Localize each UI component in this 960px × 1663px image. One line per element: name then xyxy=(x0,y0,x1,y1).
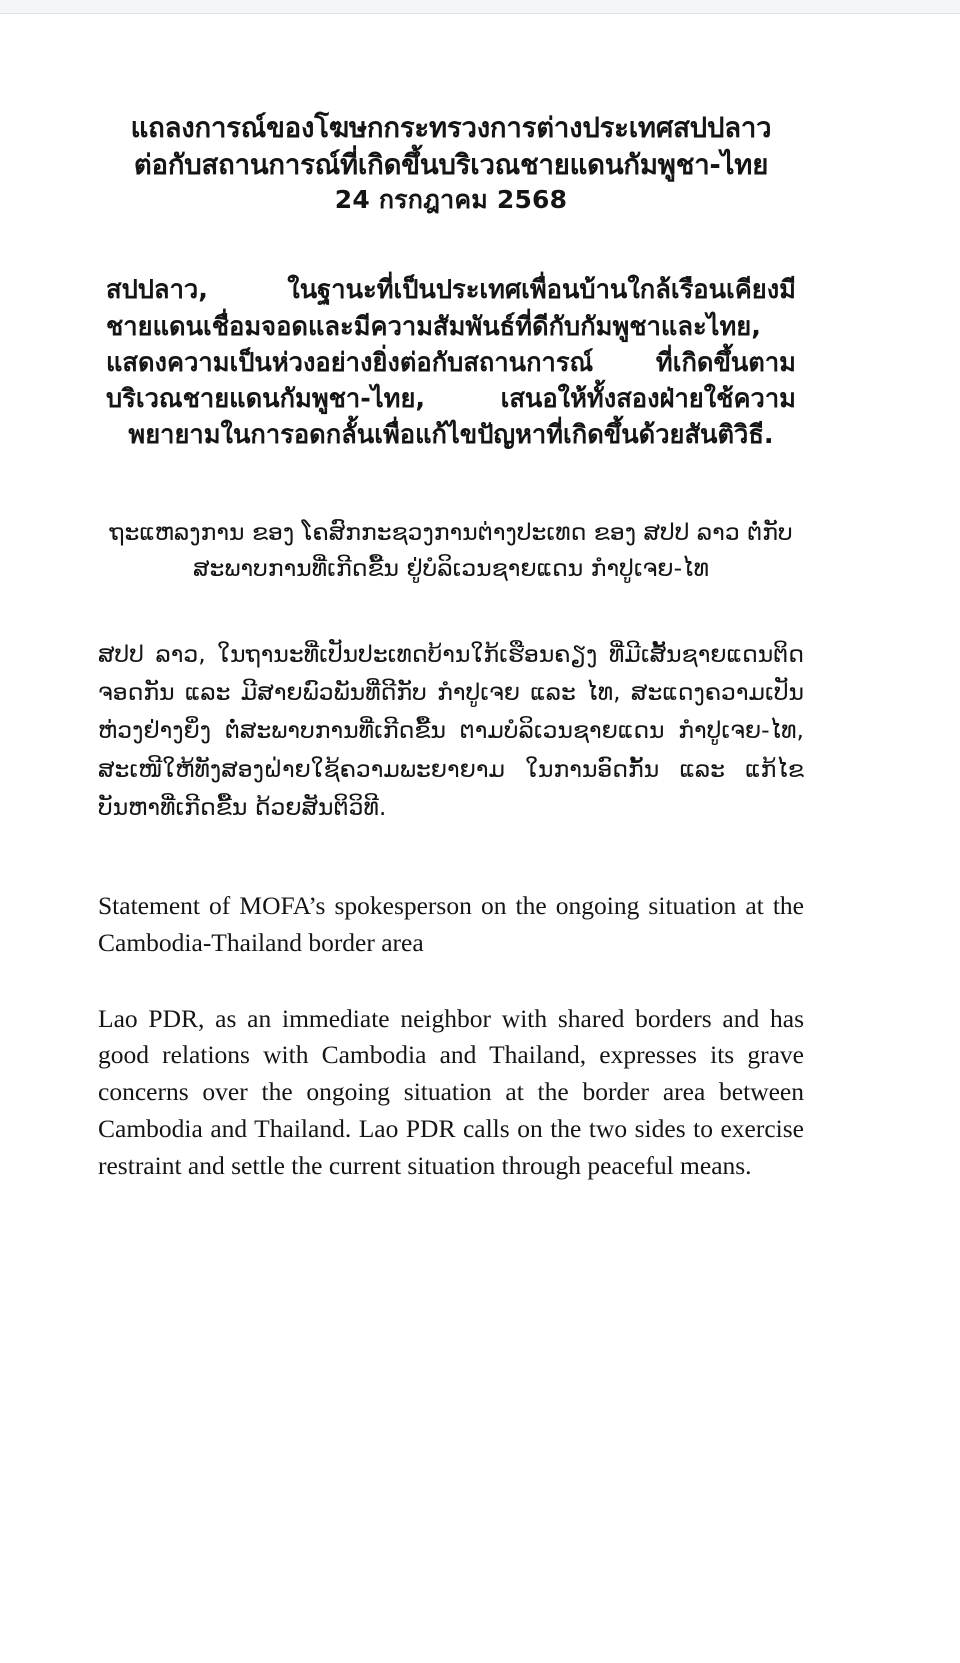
lao-body-paragraph: ສປປ ລາວ, ໃນຖານະທີ່ເປັນປະເທດບ້ານໃກ້ເຮືອນຄຽງ ທີ່ມີເສັ້ນຊາຍແດນຕິດຈອດກັນ ແລະ ມີສາຍພົວພັນທີ່ດີກັບ ກຳປູເຈຍ ແລະ ໄທ, ສະແດງຄວາມເປັນຫ່ວງຢ່າງຍິ່ງ ຕໍ່ສະພາບການທີ່ເກີດຂື້ນ ຕາມບໍລິເວນຊາຍແດນ ກຳປູເຈຍ-ໄທ, ສະເໜີໃຫ້ທັງສອງຝ່າຍໃຊ້ຄວາມພະຍາຍາມ ໃນການອົດກັ້ນ ແລະ ແກ້ໄຂບັນຫາທີ່ເກີດຂື້ນ ດ້ວຍສັນຕິວິທີ. xyxy=(98,639,804,822)
spacer-lao-english xyxy=(98,826,804,888)
thai-title-line-2: ต่อกับสถานการณ์ที่เกิดขึ้นบริเวณชายแดนกัมพูชา-ไทย xyxy=(133,148,769,181)
content-column xyxy=(98,110,804,1184)
spacer-lao-heading-body xyxy=(98,587,804,635)
english-heading-paragraph: Statement of MOFA’s spokesperson on the ongoing situation at the Cambodia-Thailand border area xyxy=(98,891,804,957)
document-sheet xyxy=(0,14,960,1663)
lao-heading-paragraph: ຖະແຫລງການ ຂອງ ໂຄສົກກະຊວງການຕ່າງປະເທດ ຂອງ ສປປ ລາວ ຕໍ່ກັບສະພາບການທີ່ເກີດຂື້ນ ຢູ່ບໍລິເວນຊາຍແດນ ກຳປູເຈຍ-ໄທ xyxy=(109,518,793,583)
thai-title-line-1: แถลงการณ์ของโฆษกกระทรวงการต่างประเทศสปปลาว xyxy=(130,112,772,144)
english-body-paragraph: Lao PDR, as an immediate neighbor with shared borders and has good relations with Cambodia and Thailand, expresses its grave concerns over the ongoing situation at the border area between Cambodia and Thailand. Lao PDR calls on the two sides to exercise restraint and settle the current situation through peaceful means. xyxy=(98,1003,804,1180)
thai-date-line: 24 กรกฎาคม 2568 xyxy=(334,185,568,215)
top-chrome-strip xyxy=(0,0,960,14)
thai-body-paragraph: สปปลาว, ในฐานะที่เป็นประเทศเพื่อนบ้านใกล้เรือนเคียงมีชายแดนเชื่อมจอดและมีความสัมพันธ์ที่ดีกับกัมพูชาและไทย, แสดงความเป็นห่วงอย่างยิ่งต่อกับสถานการณ์ ที่เกิดขึ้นตามบริเวณชายแดนกัมพูชา-ไทย, เสนอให้ทั้งสองฝ่ายใช้ความพยายามในการอดกลั้นเพื่อแก้ไขปัญหาที่เกิดขึ้นด้วยสันติวิธี. xyxy=(106,275,796,451)
thai-title-block xyxy=(98,110,804,216)
spacer-thai-title-body xyxy=(98,216,804,272)
spacer-english-heading-body xyxy=(98,961,804,1001)
spacer-thai-lao xyxy=(98,453,804,515)
